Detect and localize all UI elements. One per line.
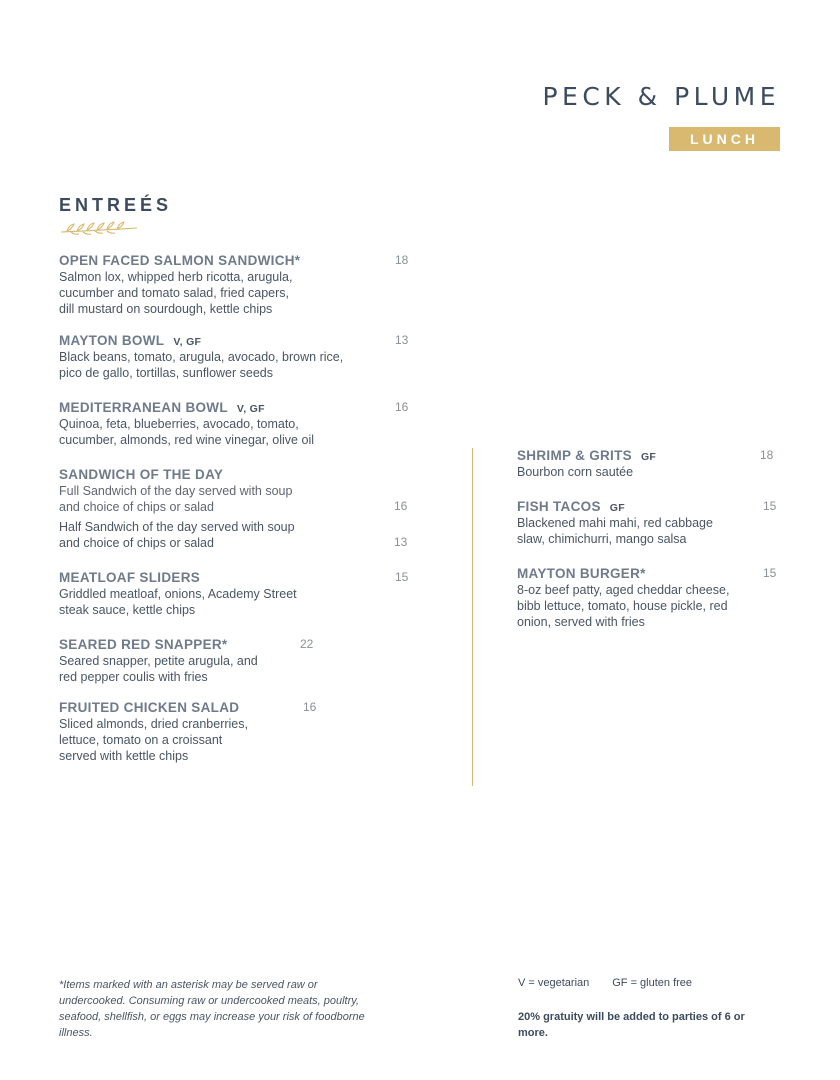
menu-item: [517, 498, 780, 547]
item-name: FISH TACOS: [517, 499, 601, 514]
legend-vegetarian: V = vegetarian: [518, 977, 590, 989]
item-price: 18: [760, 448, 774, 462]
item-description: Black beans, tomato, arugula, avocado, brown rice, pico de gallo, tortillas, sunflower seeds: [59, 350, 344, 380]
menu-item: [517, 565, 780, 630]
menu-item: [59, 636, 419, 685]
menu-item: [59, 466, 419, 551]
dietary-tags: V, GF: [173, 336, 202, 348]
column-divider: [472, 448, 473, 786]
item-description: Blackened mahi mahi, red cabbage slaw, chimichurri, mango salsa: [517, 516, 713, 546]
item-name: SANDWICH OF THE DAY: [59, 467, 224, 482]
item-price: 15: [763, 566, 777, 580]
menu-item: [59, 332, 419, 381]
item-name: MAYTON BURGER*: [517, 566, 646, 581]
right-menu-column: [517, 447, 780, 630]
brand-logo: PECK & PLUME: [542, 82, 780, 111]
item-option-price: 13: [394, 535, 408, 549]
item-description: Sliced almonds, dried cranberries, lettuce, tomato on a croissant served with kettle chips: [59, 717, 248, 763]
item-description: Seared snapper, petite arugula, and red pepper coulis with fries: [59, 654, 258, 684]
item-name: SEARED RED SNAPPER*: [59, 637, 228, 652]
item-price: 15: [763, 499, 777, 513]
item-price: 16: [303, 700, 317, 714]
menu-item: [59, 252, 419, 317]
raw-food-disclaimer: *Items marked with an asterisk may be served raw or undercooked. Consuming raw or undercooked meats, poultry, seafood, shellfish, or eggs may increase your risk of foodborne illness.: [59, 979, 365, 1039]
item-name: MEATLOAF SLIDERS: [59, 570, 201, 585]
dietary-tags: GF: [640, 451, 657, 463]
item-name: MAYTON BOWL: [59, 333, 165, 348]
item-price: 18: [395, 253, 409, 267]
item-name: FRUITED CHICKEN SALAD: [59, 700, 240, 715]
gratuity-note: 20% gratuity will be added to parties of 6 or more.: [518, 1011, 745, 1039]
item-description: Quinoa, feta, blueberries, avocado, tomato, cucumber, almonds, red wine vinegar, olive oil: [59, 417, 314, 447]
item-description: Salmon lox, whipped herb ricotta, arugula, cucumber and tomato salad, fried capers, dill mustard on sourdough, kettle chips: [59, 270, 293, 316]
item-name: MEDITERRANEAN BOWL: [59, 400, 228, 415]
item-option-description: Half Sandwich of the day served with soup and choice of chips or salad: [59, 520, 295, 550]
item-price: 16: [395, 400, 409, 414]
menu-item: [59, 569, 419, 618]
left-menu-column: [59, 252, 419, 764]
menu-item: [517, 447, 780, 480]
item-price: 13: [395, 333, 409, 347]
meal-badge: LUNCH: [669, 127, 780, 151]
menu-item: [59, 699, 419, 764]
laurel-ornament-icon: [59, 220, 139, 236]
item-description: Griddled meatloaf, onions, Academy Street steak sauce, kettle chips: [59, 587, 297, 617]
item-option-price: 16: [394, 499, 408, 513]
menu-item: [59, 399, 419, 448]
item-option-description: Full Sandwich of the day served with soup and choice of chips or salad: [59, 484, 293, 514]
legend-gluten-free: GF = gluten free: [612, 977, 693, 989]
item-name: OPEN FACED SALMON SANDWICH*: [59, 253, 301, 268]
item-price: 22: [300, 637, 314, 651]
item-description: 8-oz beef patty, aged cheddar cheese, bibb lettuce, tomato, house pickle, red onion, served with fries: [517, 583, 730, 629]
dietary-tags: V, GF: [236, 403, 265, 415]
item-name: SHRIMP & GRITS: [517, 448, 632, 463]
dietary-legend: [518, 977, 692, 989]
item-price: 15: [395, 570, 409, 584]
section-title: ENTREÉS: [59, 195, 173, 215]
dietary-tags: GF: [609, 502, 625, 514]
item-description: Bourbon corn sautée: [517, 465, 634, 479]
